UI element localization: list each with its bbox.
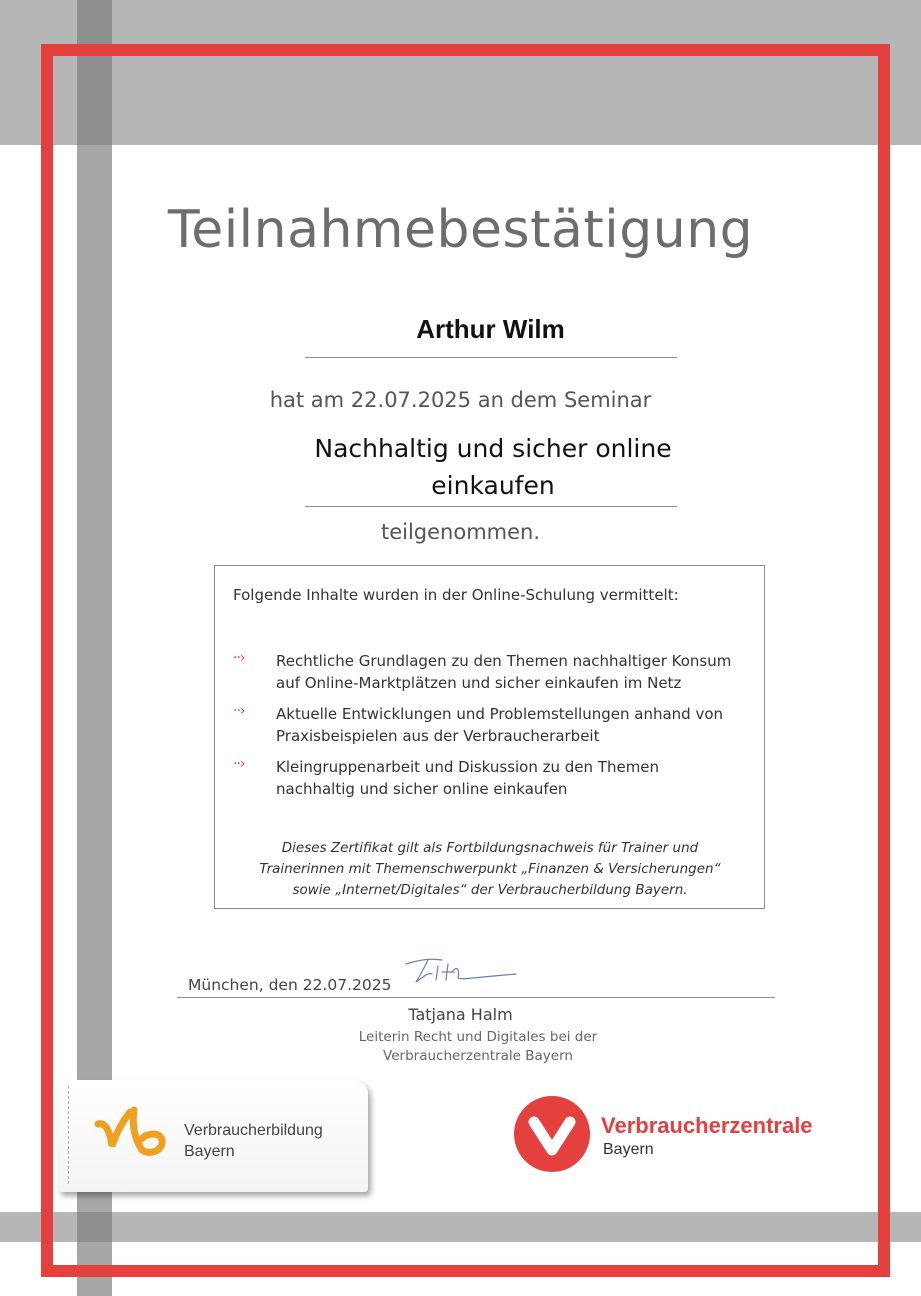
list-item-line1: Kleingruppenarbeit und Diskussion zu den Themen (276, 758, 660, 776)
dotted-arrow-icon: ··› (233, 650, 245, 666)
vb-logo-icon (94, 1106, 174, 1162)
seminar-underline (305, 506, 677, 507)
note-line2: Trainerinnen mit Themenschwerpunkt „Finanzen & Versicherungen“ (259, 861, 721, 877)
signer-role (0, 1028, 921, 1066)
list-item-line2: nachhaltig und sicher online einkaufen (276, 780, 568, 798)
signature-line (177, 997, 775, 998)
list-item-line1: Rechtliche Grundlagen zu den Themen nachhaltiger Konsum (276, 652, 732, 670)
signer-role-line2: Verbraucherzentrale Bayern (383, 1048, 573, 1064)
dotted-arrow-icon: ··› (233, 703, 245, 719)
handwritten-signature (398, 950, 528, 990)
date-line: hat am 22.07.2025 an dem Seminar (269, 388, 652, 412)
note-line3: sowie „Internet/Digitales“ der Verbraucherbildung Bayern. (292, 882, 688, 898)
place-date: München, den 22.07.2025 (188, 976, 392, 994)
vb-logo-line1: Verbraucherbildung (184, 1122, 323, 1139)
verbraucherzentrale-region: Bayern (603, 1141, 654, 1158)
list-item-line2: Praxisbeispielen aus der Verbraucherarbeit (276, 727, 600, 745)
signer-role-line1: Leiterin Recht und Digitales bei der (358, 1029, 598, 1045)
verbraucherzentrale-name: Verbraucherzentrale (601, 1113, 813, 1138)
closing-text: teilgenommen. (380, 520, 541, 544)
participant-name: Arthur Wilm (416, 314, 565, 344)
certificate-title: Teilnahmebestätigung (167, 200, 754, 260)
seminar-title (283, 430, 703, 504)
signer-name: Tatjana Halm (408, 1005, 513, 1024)
certificate-note (225, 838, 755, 901)
vb-logo-text (184, 1120, 323, 1162)
vb-logo-line2: Bayern (184, 1143, 235, 1160)
seminar-title-line1: Nachhaltig und sicher online (314, 434, 672, 463)
note-line1: Dieses Zertifikat gilt als Fortbildungsnachweis für Trainer und (281, 840, 699, 856)
dotted-arrow-icon: ··› (233, 756, 245, 772)
verbraucherbildung-logo-card (58, 1080, 368, 1192)
content-intro: Folgende Inhalte wurden in der Online-Schulung vermittelt: (233, 586, 679, 604)
seminar-title-line2: einkaufen (431, 471, 555, 500)
card-stitching (68, 1086, 69, 1184)
list-item-line2: auf Online-Marktplätzen und sicher einkaufen im Netz (276, 674, 682, 692)
list-item-line1: Aktuelle Entwicklungen und Problemstellungen anhand von (276, 705, 724, 723)
verbraucherzentrale-logo-icon (514, 1096, 590, 1172)
content-box (214, 565, 765, 909)
name-underline (305, 357, 677, 358)
